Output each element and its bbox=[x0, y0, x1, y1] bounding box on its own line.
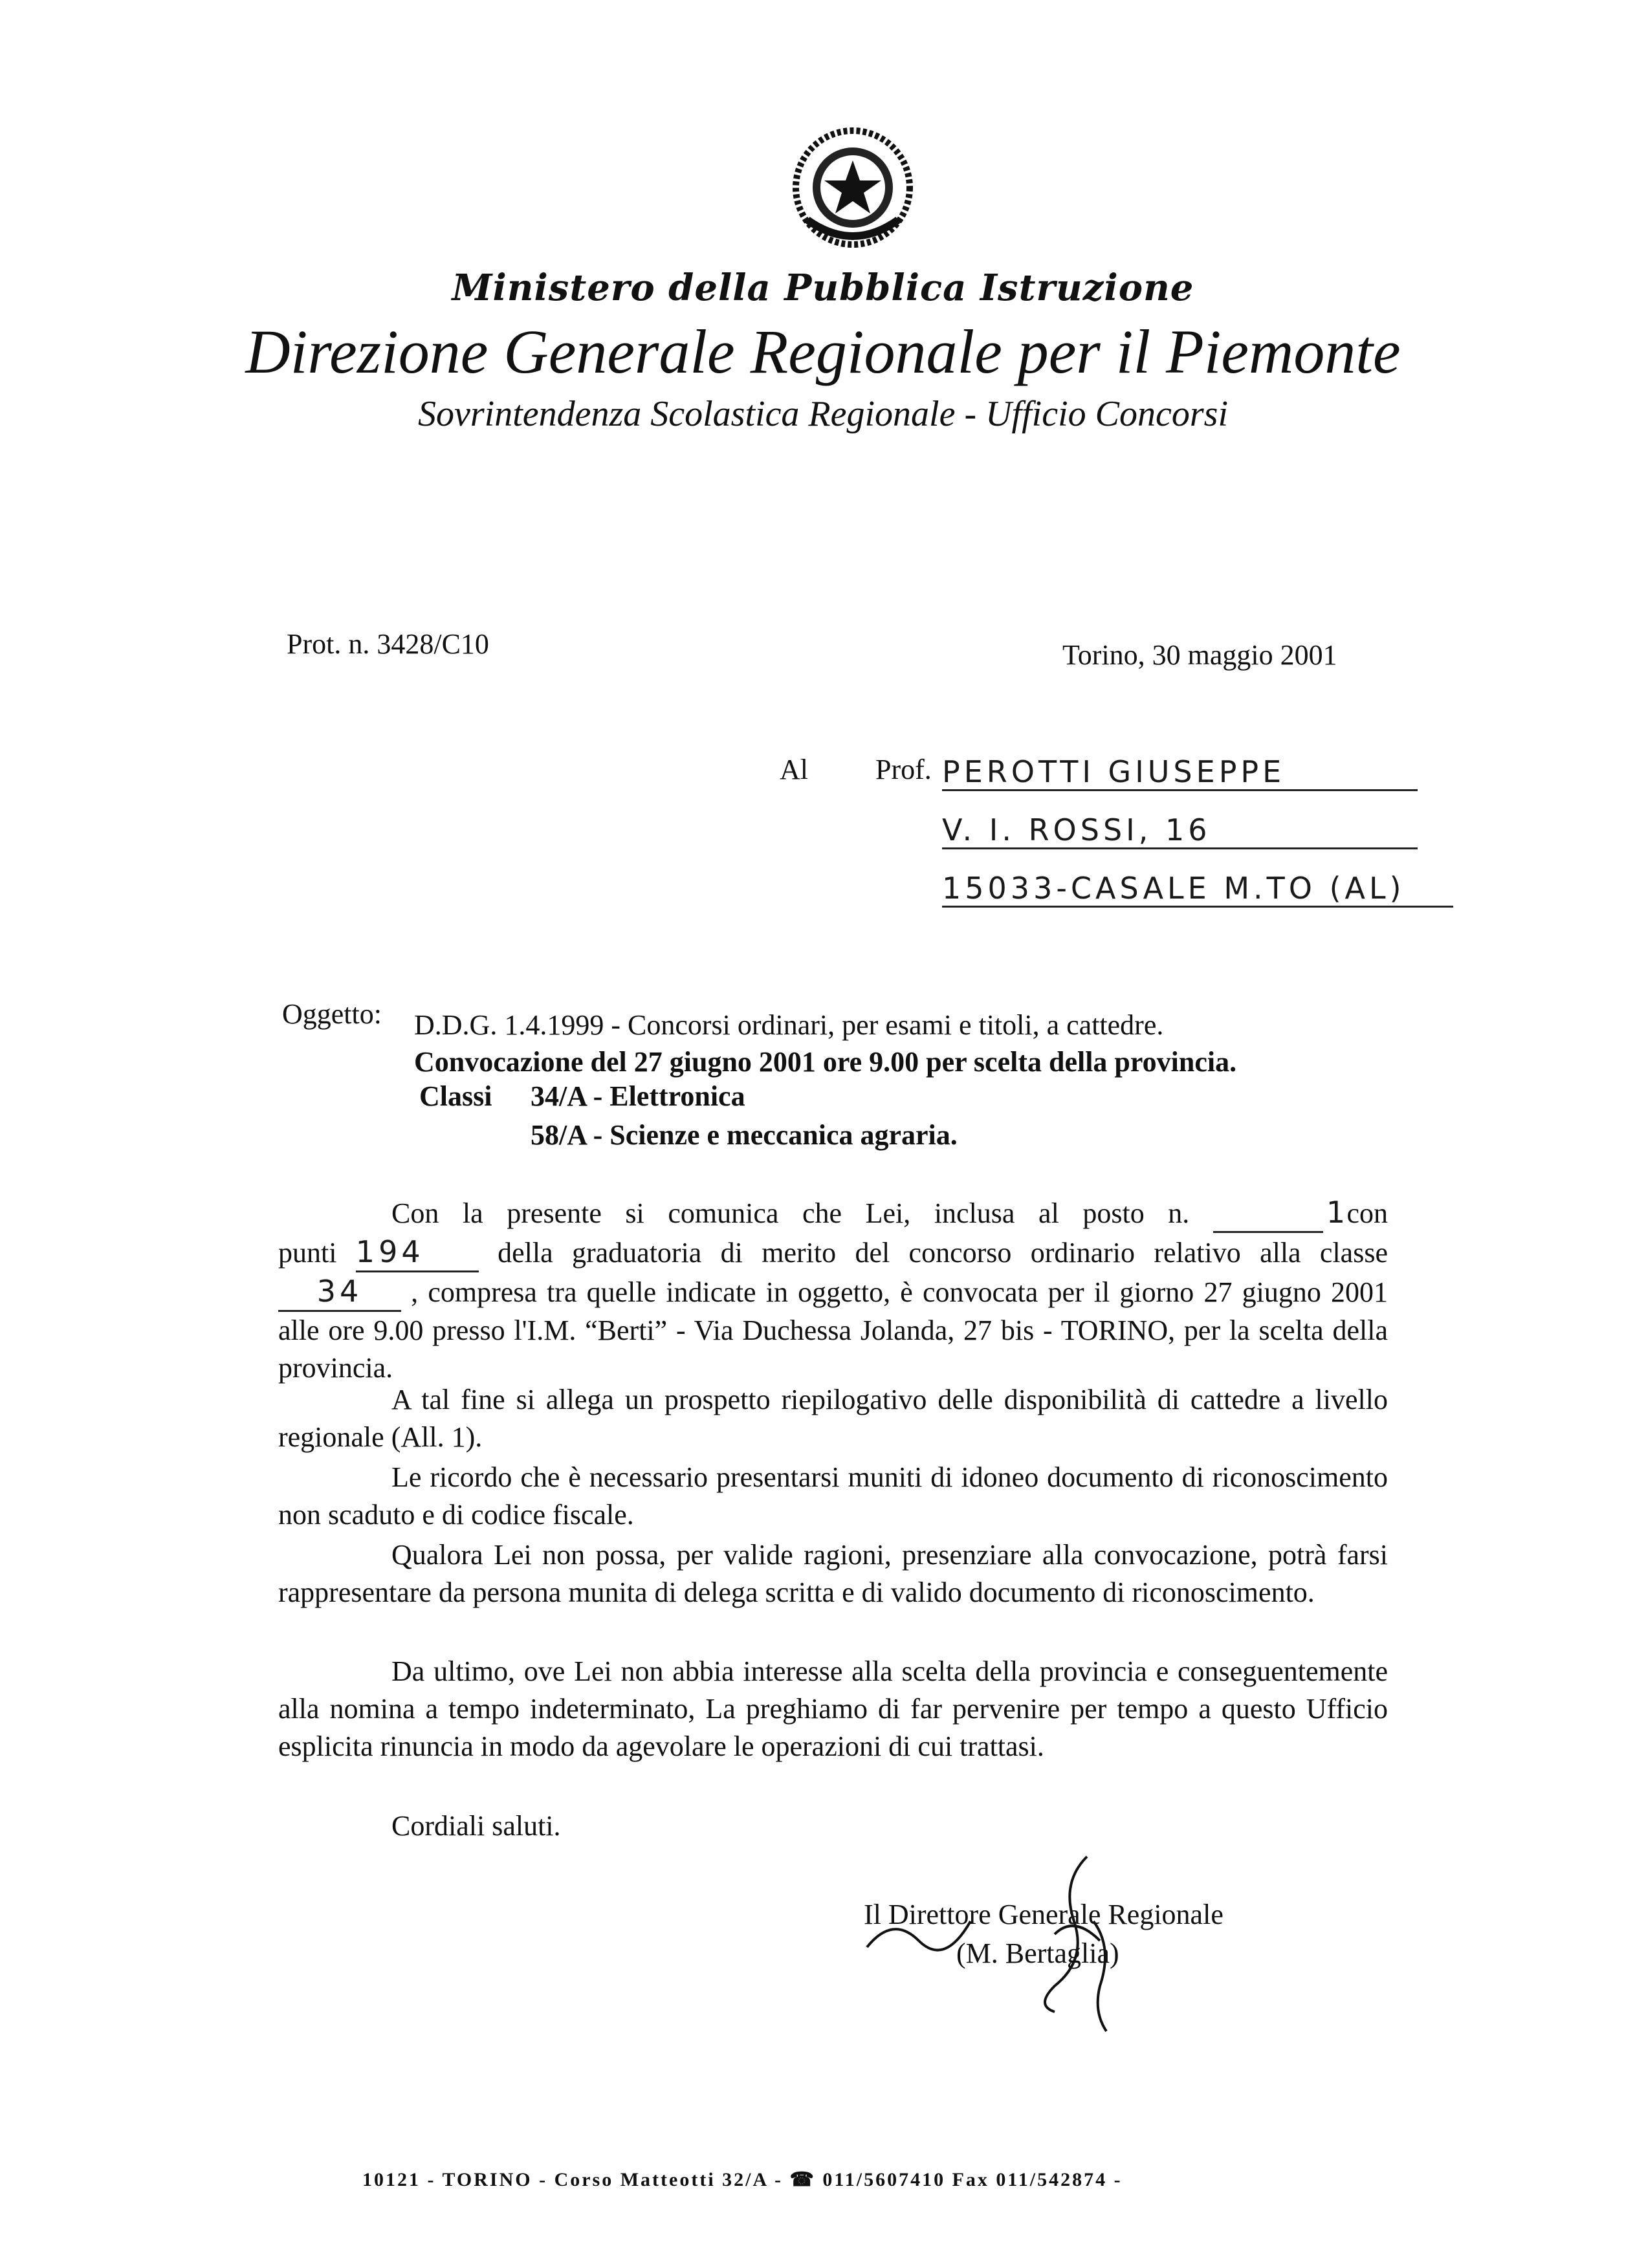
p1-classe-handwritten: 34 bbox=[278, 1272, 401, 1312]
subject-label: Oggetto: bbox=[282, 998, 382, 1030]
recipient-al: Al bbox=[780, 754, 808, 785]
signature-role: Il Direttore Generale Regionale bbox=[864, 1899, 1224, 1930]
footer-phone: 011/5607410 bbox=[822, 2169, 946, 2190]
body-paragraph-3 bbox=[278, 1459, 1388, 1534]
p1-con: con bbox=[1346, 1197, 1388, 1229]
recipient-name-handwritten: PEROTTI GIUSEPPE bbox=[942, 754, 1418, 791]
body-paragraph-5 bbox=[278, 1653, 1388, 1765]
body-paragraph-4 bbox=[278, 1536, 1388, 1611]
recipient-city-handwritten: 15033-CASALE M.TO (AL) bbox=[942, 871, 1453, 908]
office-subtitle: Sovrintendenza Scolastica Regionale - Ufficio Concorsi bbox=[417, 394, 1228, 434]
p1-intro: Con la presente si comunica che Lei, inclusa al posto n. bbox=[391, 1197, 1190, 1229]
p1-punti-label: punti bbox=[278, 1237, 337, 1269]
directorate-title: Direzione Generale Regionale per il Piemonte bbox=[245, 317, 1401, 386]
handwritten-signature bbox=[841, 1844, 1139, 2038]
p1-punti-handwritten: 194 bbox=[356, 1233, 479, 1272]
protocol-number: Prot. n. 3428/C10 bbox=[287, 628, 489, 660]
subject-class2: 58/A - Scienze e meccanica agraria. bbox=[531, 1119, 958, 1151]
p1-rest: , compresa tra quelle indicate in oggetto, è convocata per il giorno 27 giugno 2001 alle ore 9.00 presso l'I.M. “Berti” - Via Duchessa Jolanda, 27 bis - TORINO, per la scelta della provincia. bbox=[278, 1276, 1388, 1384]
p1-graduatoria: della graduatoria di merito del concorso ordinario relativo alla classe bbox=[498, 1237, 1388, 1269]
subject-line2: Convocazione del 27 giugno 2001 ore 9.00 per scelta della provincia. bbox=[414, 1046, 1237, 1078]
subject-classi-label: Classi bbox=[419, 1080, 492, 1112]
recipient-street-handwritten: V. I. ROSSI, 16 bbox=[942, 812, 1418, 849]
closing-greeting: Cordiali saluti. bbox=[391, 1810, 561, 1842]
p4-text: Qualora Lei non possa, per valide ragioni, presenziare alla convocazione, potrà farsi rappresentare da persona munita di delega scritta e di valido documento di riconoscimento. bbox=[278, 1539, 1388, 1608]
place-date: Torino, 30 maggio 2001 bbox=[1062, 639, 1337, 671]
p2-text: A tal fine si allega un prospetto riepilogativo delle disponibilità di cattedre a livello regionale (All. 1). bbox=[278, 1384, 1388, 1453]
p1-posto-handwritten: 1 bbox=[1213, 1194, 1323, 1233]
footer-address: 10121 - TORINO - Corso Matteotti 32/A bbox=[362, 2169, 768, 2190]
recipient-title: Prof. bbox=[875, 754, 932, 785]
body-paragraph-2 bbox=[278, 1381, 1388, 1456]
body-paragraph-1 bbox=[278, 1194, 1388, 1387]
footer-fax: Fax 011/542874 bbox=[952, 2169, 1108, 2190]
p5-text: Da ultimo, ove Lei non abbia interesse alla scelta della provincia e conseguentemente alla nomina a tempo indeterminato, La preghiamo di far pervenire per tempo a questo Ufficio esplicita rinuncia in modo da agevolare le operazioni di cui trattasi. bbox=[278, 1655, 1388, 1762]
telephone-icon: ☎ bbox=[789, 2169, 816, 2190]
p3-text: Le ricordo che è necessario presentarsi muniti di idoneo documento di riconoscimento non scaduto e di codice fiscale. bbox=[278, 1461, 1388, 1531]
ministry-name: Ministero della Pubblica Istruzione bbox=[452, 267, 1194, 309]
subject-class1: 34/A - Elettronica bbox=[531, 1080, 745, 1112]
footer-contacts: 10121 - TORINO - Corso Matteotti 32/A - ☎ 011/5607410 Fax 011/542874 - bbox=[362, 2169, 1123, 2190]
signature-name: (M. Bertaglia) bbox=[956, 1937, 1119, 1969]
republic-emblem-icon bbox=[788, 123, 917, 252]
subject-line1: D.D.G. 1.4.1999 - Concorsi ordinari, per esami e titoli, a cattedre. bbox=[414, 1009, 1164, 1041]
